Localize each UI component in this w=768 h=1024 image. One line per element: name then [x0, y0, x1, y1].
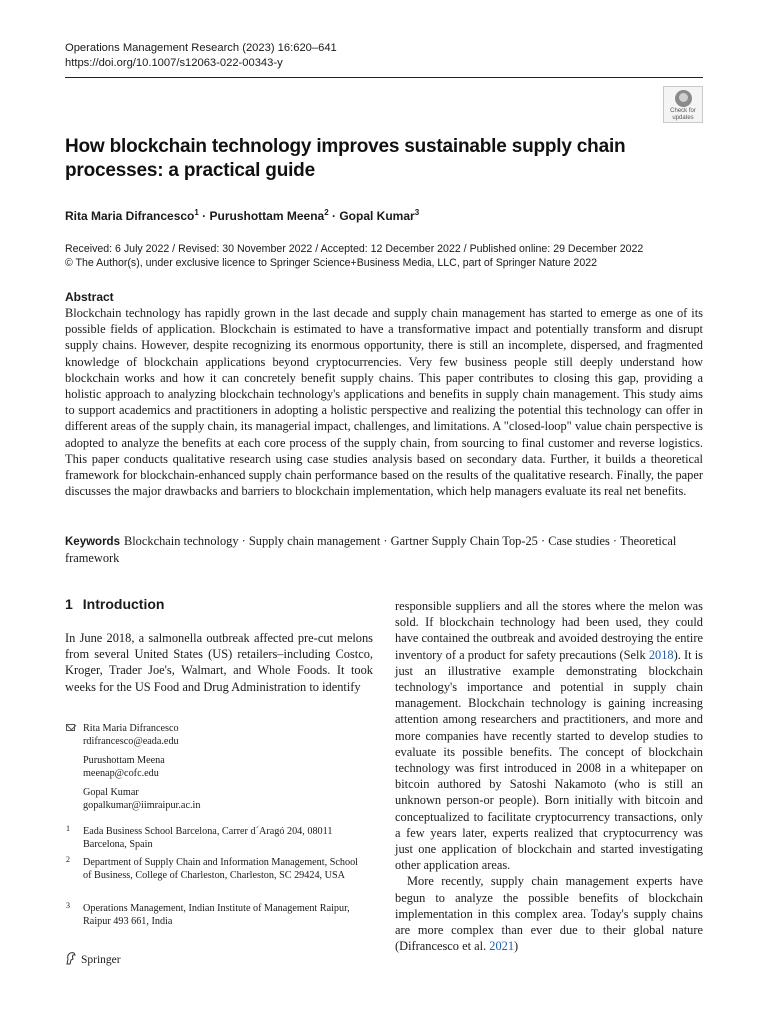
author-list [65, 205, 419, 224]
history-dates: Received: 6 July 2022 / Revised: 30 November 2022 / Accepted: 12 December 2022 / Published online: 29 December 2022 [65, 243, 644, 255]
keywords [65, 533, 703, 566]
affiliation-text: Department of Supply Chain and Information Management, School of Business, College of Charleston, Charleston, SC 29424, USA [83, 857, 359, 881]
section-title: Introduction [82, 596, 165, 612]
contact-email[interactable]: meenap@cofc.edu [83, 768, 159, 779]
keywords-list: Blockchain technology · Supply chain management · Gartner Supply Chain Top-25 · Case studies · Theoretical framework [65, 534, 677, 566]
abstract-text: Blockchain technology has rapidly grown in the last decade and supply chain management has started to emerge as one of its possible fields of application. Blockchain is estimated to have a transformative impact and potentially transform and disrupt supply chains. However, despite recognizing its enormous opportunity, there is still an incomplete, dispersed, and fragmented knowledge of blockchain applications beyond cryptocurrencies. Very few business people still deeply understand how blockchain works and how it can concretely benefit supply chains. This paper contributes to closing this gap, providing a holistic approach to analyzing blockchain technology's applications and benefits in supply chain management. This study aims to support academics and practitioners in adopting a holistic perspective and realizing the potential this technology can offer in different areas of the supply chain, its managerial impact, challenges, and limitations. A "closed-loop" value chain perspective is adopted to analyze the benefits at each core process of the supply chain, from sourcing to final customer and reverse logistics. This paper conducts qualitative research using case studies analysis based on secondary data. Further, it builds a theoretical framework for blockchain-enhanced supply chain performance based on the results of the qualitative research. Finally, the paper discusses the major drawbacks and barriers to blockchain implementation, which help managers evaluate its real net benefits. [65, 306, 703, 499]
contact-name: Gopal Kumar [83, 787, 139, 798]
check-updates-icon [675, 90, 692, 107]
running-header [65, 41, 337, 71]
affiliation-text: Operations Management, Indian Institute of Management Raipur, Raipur 493 661, India [83, 903, 350, 927]
article-title: How blockchain technology improves sustainable supply chain processes: a practical guide [65, 136, 626, 181]
keywords-label: Keywords [65, 536, 120, 548]
author-affiliation-marker: 3 [414, 208, 420, 217]
section-heading [65, 596, 164, 612]
intro-column-right [395, 598, 703, 954]
author-name[interactable]: Purushottam Meena [209, 209, 325, 223]
citation-link[interactable]: 2018 [648, 647, 674, 662]
contact-name: Rita Maria Difrancesco [83, 723, 179, 734]
author-separator: · [328, 209, 340, 223]
intro-paragraph-left: In June 2018, a salmonella outbreak affected pre-cut melons from several United States (US) retailers–including Costco, Kroger, Trader Joe's, Walmart, and Whole Foods. It took weeks for the US Food and Drug Administration to identify [65, 631, 373, 694]
check-updates-label: Check for updates [670, 108, 696, 121]
affiliation-number: 3 [66, 901, 70, 910]
check-for-updates-badge[interactable] [663, 86, 703, 123]
springer-horse-icon [65, 951, 77, 965]
author-name[interactable]: Rita Maria Difrancesco [65, 209, 195, 223]
publisher-name: Springer [81, 954, 121, 966]
contact-email[interactable]: gopalkumar@iimraipur.ac.in [83, 800, 201, 811]
header-divider [65, 77, 703, 78]
author-affiliation-marker: 1 [194, 208, 199, 217]
affiliation-text: Eada Business School Barcelona, Carrer d´Aragó 204, 08011 Barcelona, Spain [83, 826, 333, 850]
affiliation-number: 1 [66, 824, 70, 833]
author-name[interactable]: Gopal Kumar [339, 209, 415, 223]
paragraph: More recently, supply chain management experts have begun to analyze the possible benefits of blockchain implementation in this complex area. Today's supply chains are more complex than ever due to their global nature (Difrancesco et al. 2021) [395, 874, 703, 954]
doi-link[interactable]: https://doi.org/10.1007/s12063-022-00343-y [65, 57, 283, 69]
publisher-logo [65, 951, 121, 968]
affiliation-number: 2 [66, 855, 70, 864]
copyright-notice: © The Author(s), under exclusive licence to Springer Science+Business Media, LLC, part of Springer Nature 2022 [65, 257, 597, 269]
author-separator: · [198, 209, 210, 223]
contact-block [83, 754, 165, 780]
paragraph: responsible suppliers and all the stores where the melon was sold. If blockchain technology had been used, they could have contained the outbreak and avoided destroying the entire inventory of a product for safety precautions (Selk 2018). It is just an illustrative example demonstrating blockchain technology's importance and potential in supply chain management. Blockchain technology is gaining increasing attention among researchers and practitioners, and more and more companies have recently started to develop studies to evaluate its possible benefits. The concept of blockchain technology was first introduced in 2008 in a whitepaper on bitcoin authored by Satoshi Nakamoto (who is still an unknown person-or people). Born initially with bitcoin and conceptualized to facilitate cryptocurrency transactions, only a few years later, experts realized that cryptocurrency was just one application of blockchain and started investigating other application areas. [395, 599, 703, 873]
abstract-heading: Abstract [65, 290, 114, 304]
envelope-icon [66, 724, 75, 731]
citation-link[interactable]: 2021 [489, 939, 515, 954]
contact-name: Purushottam Meena [83, 755, 165, 766]
contact-block [83, 722, 179, 748]
publication-history [65, 242, 643, 270]
contact-block [83, 786, 200, 812]
author-affiliation-marker: 2 [324, 208, 329, 217]
section-number: 1 [65, 596, 73, 612]
journal-citation: Operations Management Research (2023) 16:620–641 [65, 42, 337, 54]
contact-email[interactable]: rdifrancesco@eada.edu [83, 736, 179, 747]
